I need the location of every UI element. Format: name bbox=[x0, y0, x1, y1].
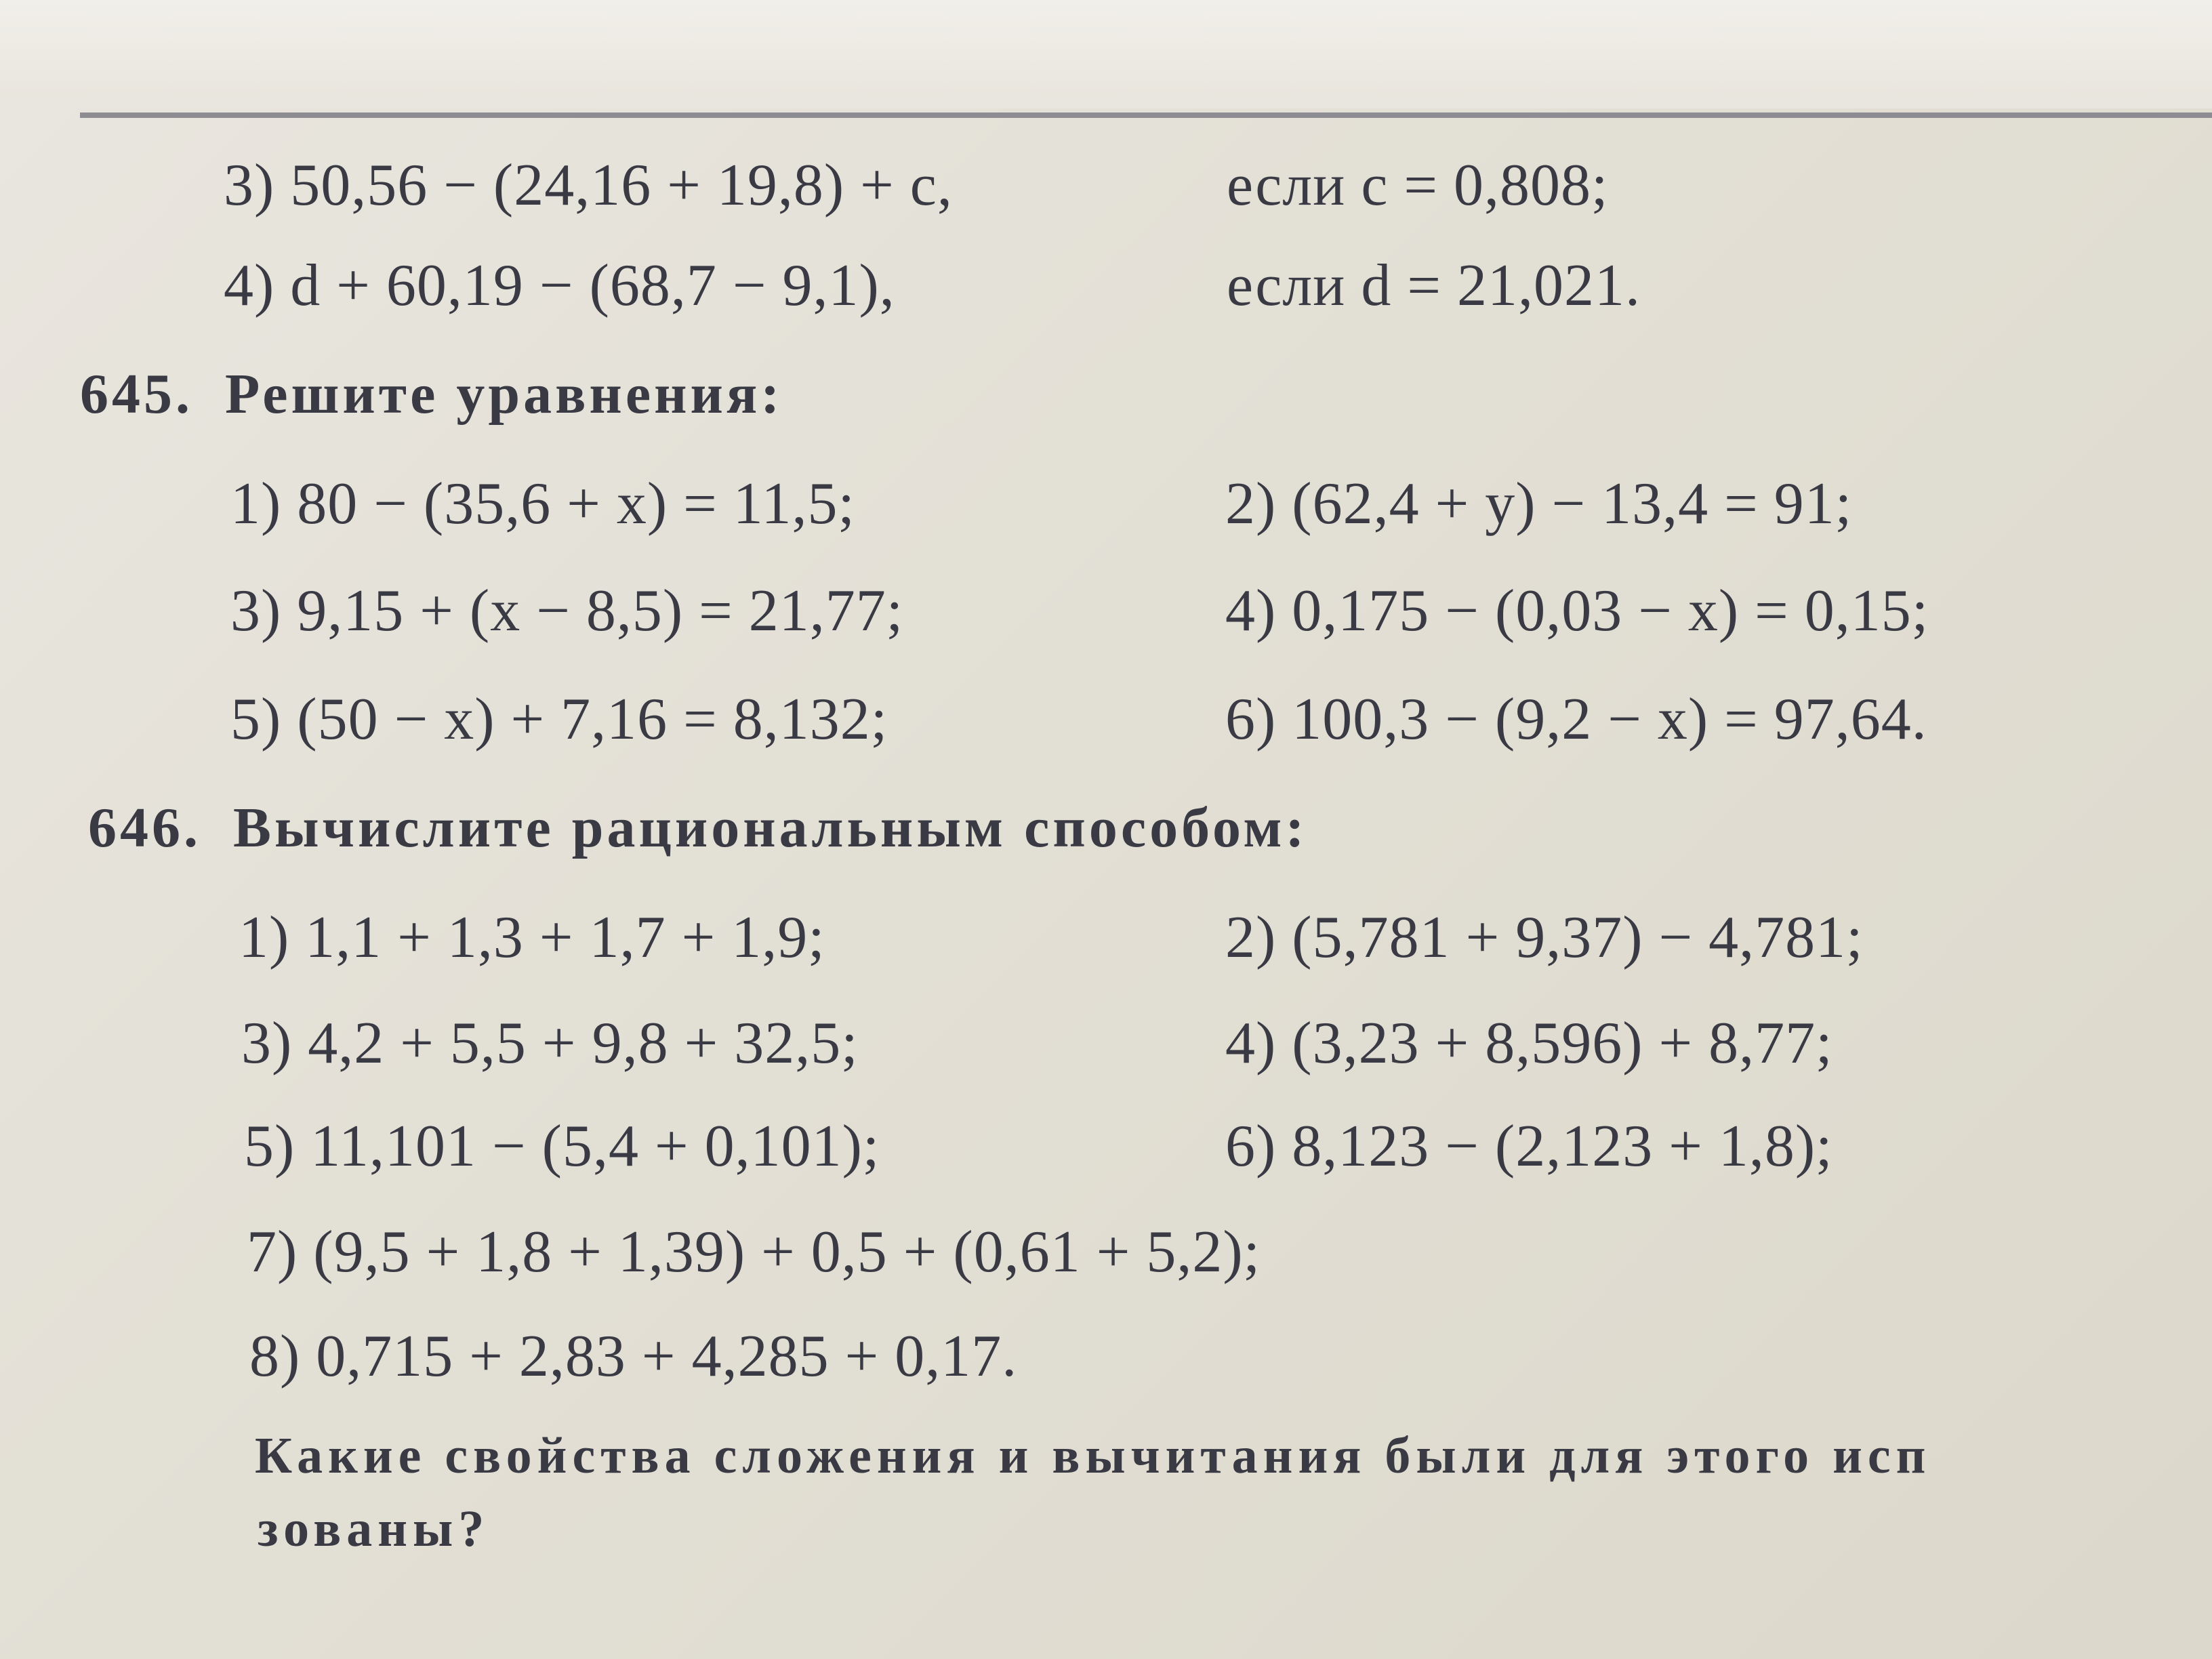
problem-646-number: 646. bbox=[88, 796, 201, 859]
problem-646-item-2: 2) (5,781 + 9,37) − 4,781; bbox=[1225, 905, 1864, 970]
problem-645-item-4: 4) 0,175 − (0,03 − x) = 0,15; bbox=[1225, 578, 1929, 644]
problem-645-item-5: 5) (50 − x) + 7,16 = 8,132; bbox=[230, 687, 888, 752]
problem-646-item-8: 8) 0,715 + 2,83 + 4,285 + 0,17. bbox=[249, 1324, 1018, 1389]
problem-645-item-3: 3) 9,15 + (x − 8,5) = 21,77; bbox=[230, 578, 904, 644]
problem-646-item-5: 5) 11,101 − (5,4 + 0,101); bbox=[244, 1113, 880, 1179]
prev-item-4-expression: 4) d + 60,19 − (68,7 − 9,1), bbox=[224, 253, 895, 319]
problem-646-item-4: 4) (3,23 + 8,596) + 8,77; bbox=[1225, 1010, 1833, 1076]
problem-646-title: Вычислите рациональным способом: bbox=[233, 796, 1308, 859]
prev-item-3-expression: 3) 50,56 − (24,16 + 19,8) + c, bbox=[224, 152, 953, 218]
problem-645-item-1: 1) 80 − (35,6 + x) = 11,5; bbox=[230, 471, 855, 537]
problem-646-item-3: 3) 4,2 + 5,5 + 9,8 + 32,5; bbox=[241, 1010, 859, 1076]
problem-646-item-6: 6) 8,123 − (2,123 + 1,8); bbox=[1225, 1113, 1833, 1179]
prev-item-4-condition: если d = 21,021. bbox=[1227, 253, 1641, 319]
problem-646-item-1: 1) 1,1 + 1,3 + 1,7 + 1,9; bbox=[239, 905, 825, 970]
problem-645-number: 645. bbox=[80, 363, 193, 426]
problem-645-item-6: 6) 100,3 − (9,2 − x) = 97,64. bbox=[1225, 687, 1927, 752]
problem-645-title: Решите уравнения: bbox=[225, 363, 783, 426]
problem-646-item-7: 7) (9,5 + 1,8 + 1,39) + 0,5 + (0,61 + 5,2); bbox=[247, 1219, 1261, 1285]
problem-645-item-2: 2) (62,4 + y) − 13,4 = 91; bbox=[1225, 471, 1853, 537]
problem-646-question-line-1: Какие свойства сложения и вычитания были для этого исп bbox=[255, 1427, 1931, 1484]
problem-646-question-line-2: зованы? bbox=[258, 1500, 490, 1557]
prev-item-3-condition: если c = 0,808; bbox=[1227, 152, 1609, 218]
